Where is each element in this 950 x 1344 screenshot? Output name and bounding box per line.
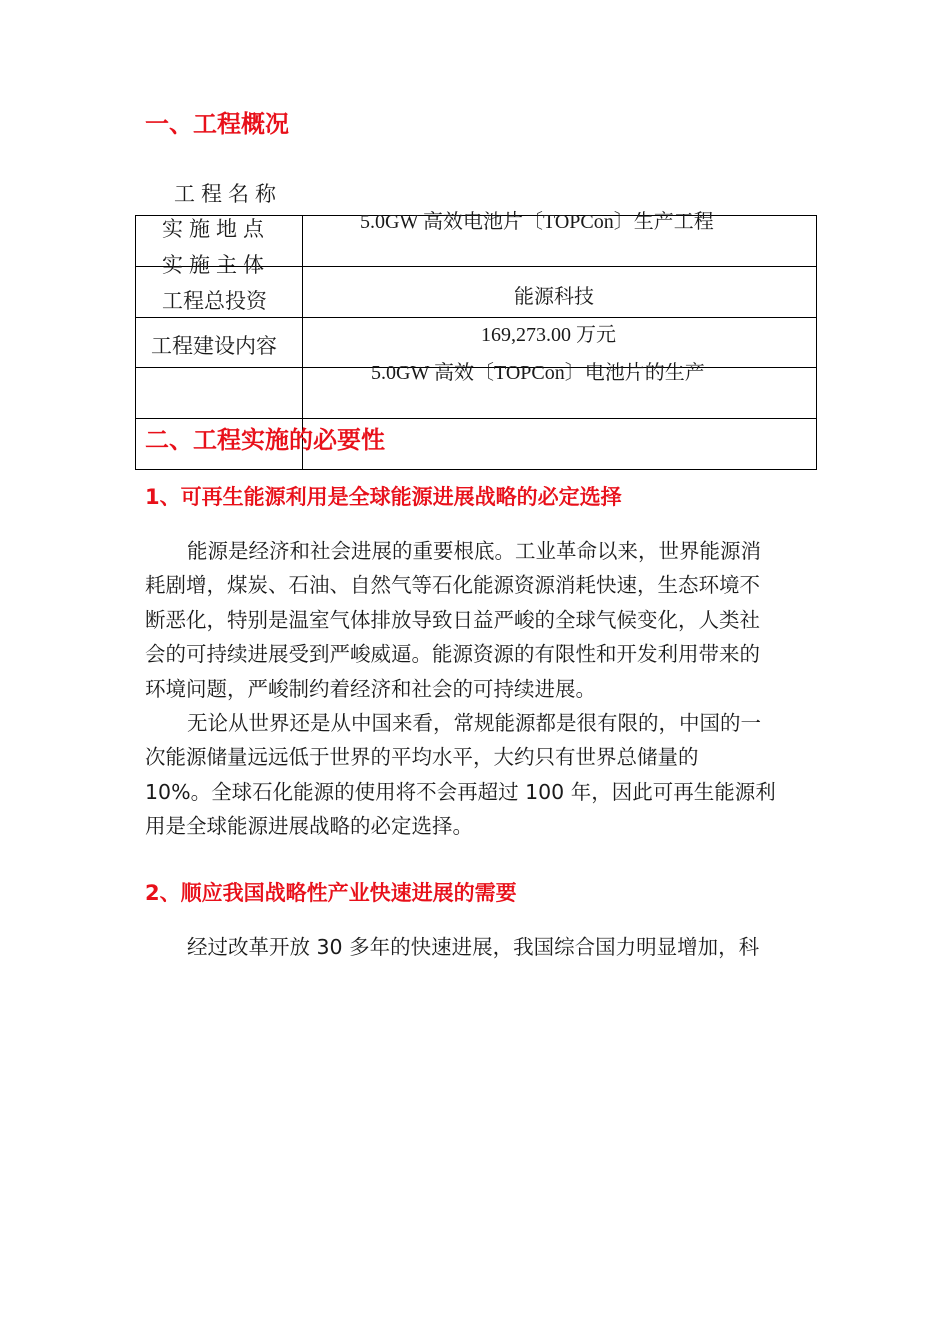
paragraph-line: 用是全球能源进展战略的必定选择。 (145, 814, 473, 839)
table-row-divider (135, 317, 817, 318)
label-project-name: 工程名称 (174, 182, 282, 206)
table-border-bottom (135, 469, 817, 470)
paragraph-line: 断恶化，特别是温室气体排放导致日益严峻的全球气候变化，人类社 (145, 607, 760, 632)
section-1-title: 一、工程概况 (145, 110, 289, 138)
label-investment: 工程总投资 (162, 289, 267, 313)
subsection-2-title: 2、顺应我国战略性产业快速进展的需要 (145, 881, 517, 905)
value-entity: 能源科技 (514, 284, 594, 308)
label-location: 实施地点 (162, 217, 270, 241)
value-content: 5.0GW 高效〔TOPCon〕电池片的生产 (371, 362, 705, 384)
paragraph-2 (145, 706, 817, 844)
paragraph-3 (145, 930, 817, 964)
paragraph-line: 次能源储量远远低于世界的平均水平，大约只有世界总储量的 (145, 745, 699, 770)
paragraph-line: 经过改革开放 30 多年的快速进展，我国综合国力明显增加，科 (187, 935, 760, 959)
section-2-title: 二、工程实施的必要性 (145, 426, 385, 454)
paragraph-line: 环境问题，严峻制约着经济和社会的可持续进展。 (145, 676, 596, 701)
paragraph-line: 会的可持续进展受到严峻威逼。能源资源的有限性和开发利用带来的 (145, 642, 760, 667)
paragraph-line: 无论从世界还是从中国来看，常规能源都是很有限的，中国的一 (187, 711, 761, 735)
paragraph-line: 能源是经济和社会进展的重要根底。工业革命以来，世界能源消 (187, 539, 761, 563)
label-content: 工程建设内容 (151, 334, 277, 358)
paragraph-1 (145, 534, 817, 706)
paragraph-line: 耗剧增，煤炭、石油、自然气等石化能源资源消耗快速，生态环境不 (145, 573, 760, 598)
value-investment: 169,273.00 万元 (481, 324, 616, 346)
value-project-name: 5.0GW 高效电池片〔TOPCon〕生产工程 (360, 211, 714, 233)
table-border-left (135, 215, 136, 470)
table-row-divider (135, 418, 817, 419)
paragraph-line: 10%。全球石化能源的使用将不会再超过 100 年，因此可再生能源利 (145, 779, 776, 804)
subsection-1-title: 1、可再生能源利用是全球能源进展战略的必定选择 (145, 485, 622, 509)
label-entity: 实施主体 (162, 253, 270, 277)
table-border-right (816, 215, 817, 470)
